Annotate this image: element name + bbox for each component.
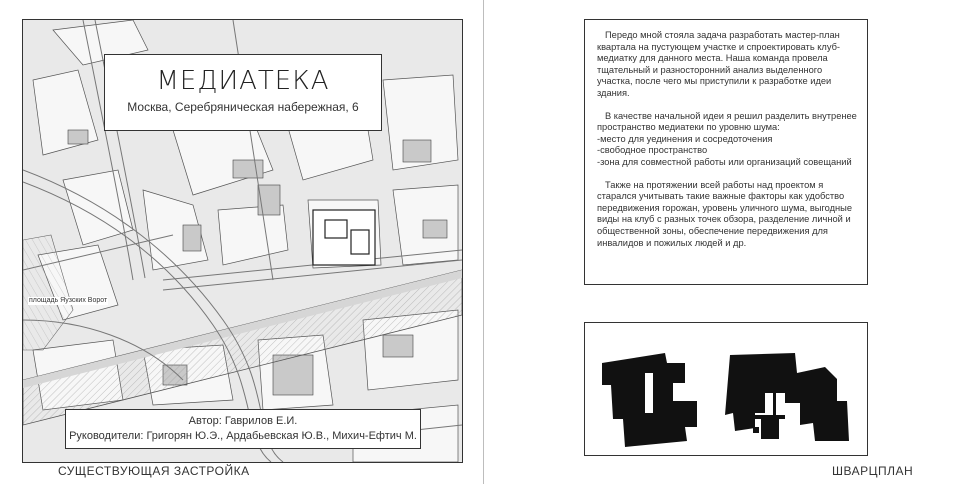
figure-ground-drawing: [585, 323, 869, 457]
spread-divider: [483, 0, 484, 484]
author-line: Автор: Гаврилов Е.И.: [188, 415, 298, 427]
right-caption: ШВАРЦПЛАН: [832, 464, 914, 478]
figure-ground-plan: [584, 322, 868, 456]
authors-box: [65, 409, 421, 449]
site-map: [22, 19, 463, 463]
title-box: [104, 54, 382, 131]
address-text: Москва, Серебряническая набережная, 6: [127, 100, 359, 114]
paragraph: В качестве начальной идеи я решил разделить внутренее пространство медиатеки по уровню шума: -место для уединения и сосредоточения -свободное пространство -зона для совместной работы или организаций совещаний: [597, 110, 857, 167]
paragraph: Передо мной стояла задача разработать мастер-план квартала на пустующем участке и спроектировать клуб-медиатку для данного места. Наша команда провела тщательный и разносторонний анализ выделенного участка, после чего мы приступили к разработке идеи здания.: [597, 30, 841, 98]
page-title: МЕДИАТЕКА: [156, 66, 330, 96]
description-box: [584, 19, 868, 285]
map-place-label: площадь Яузских Ворот: [29, 297, 108, 304]
left-caption: СУЩЕСТВУЮЩАЯ ЗАСТРОЙКА: [58, 464, 250, 478]
paragraph: Также на протяжении всей работы над проектом я старался учитывать такие важные факторы как удобство передвижения горожан, уровень уличного шума, выгодные виды на клуб с разных точек обзора, разделение личной и общественной зоны, обеспечение передвижения для инвалидов и пожилых людей и др.: [597, 179, 853, 248]
supervisors-line: Руководители: Григорян Ю.Э., Ардабьевская Ю.В., Михич-Ефтич М.: [69, 430, 417, 442]
